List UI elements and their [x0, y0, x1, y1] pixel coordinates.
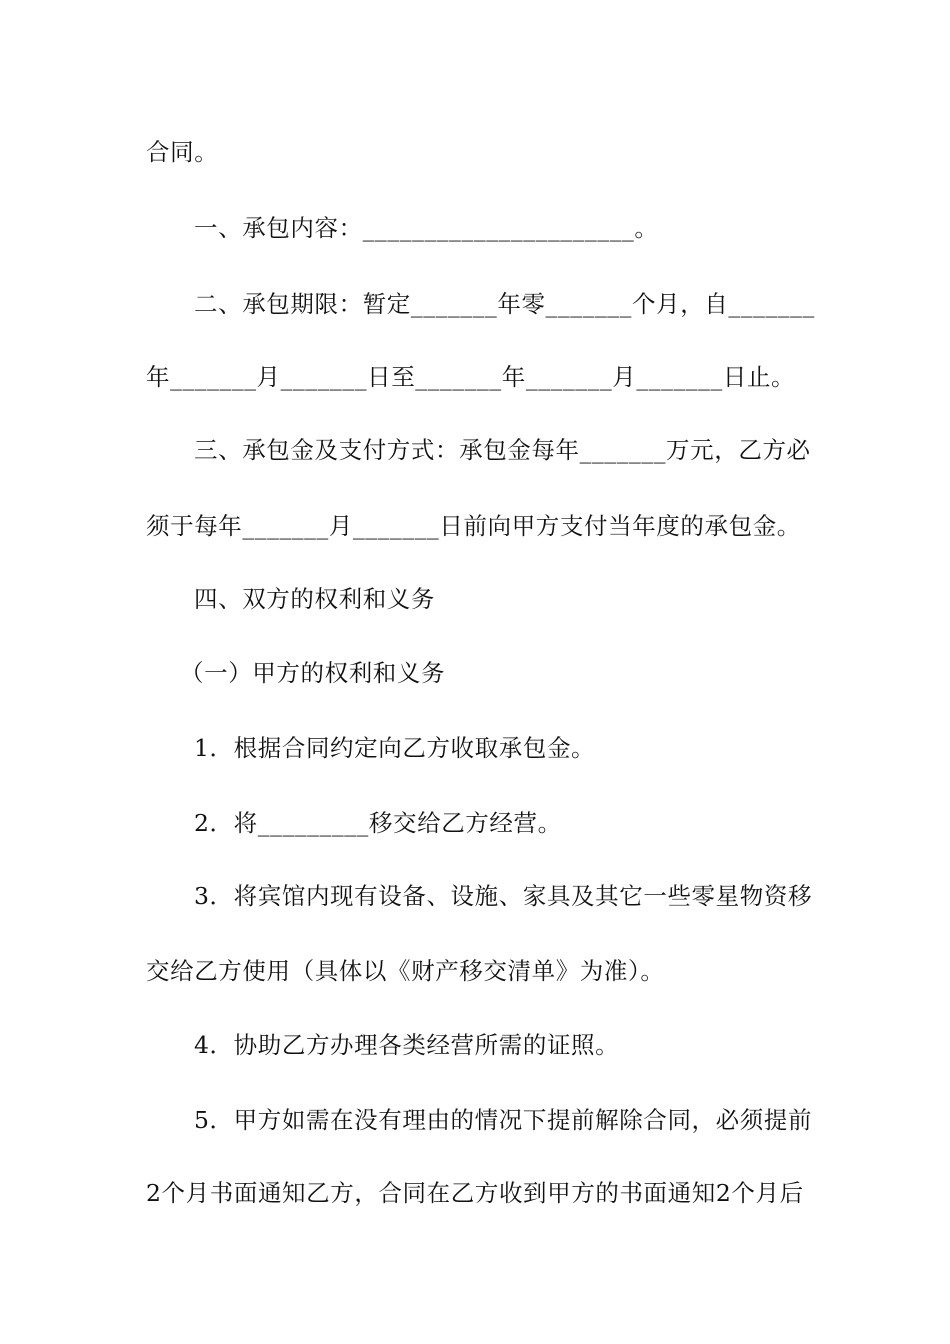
text-line-12: 交给乙方使用（具体以《财产移交清单》为准）。: [146, 957, 665, 985]
text-line-3: 二、承包期限：暂定_______年零_______个月，自_______: [194, 290, 815, 318]
text-line-7: 四、双方的权利和义务: [194, 585, 435, 613]
text-line-8: （一）甲方的权利和义务: [180, 659, 446, 687]
text-line-11: 3．将宾馆内现有设备、设施、家具及其它一些零星物资移: [194, 882, 813, 910]
text-line-5: 三、承包金及支付方式：承包金每年_______万元，乙方必: [194, 436, 811, 464]
text-line-4: 年_______月_______日至_______年_______月_______日止。: [146, 363, 796, 391]
text-line-2: 一、承包内容：______________________。: [194, 214, 659, 242]
text-line-15: 2个月书面通知乙方，合同在乙方收到甲方的书面通知2个月后: [146, 1179, 804, 1207]
text-line-13: 4．协助乙方办理各类经营所需的证照。: [194, 1031, 620, 1059]
text-line-10: 2．将_________移交给乙方经营。: [194, 809, 562, 837]
text-line-1: 合同。: [146, 138, 219, 166]
text-line-14: 5．甲方如需在没有理由的情况下提前解除合同，必须提前: [194, 1106, 813, 1134]
text-line-6: 须于每年_______月_______日前向甲方支付当年度的承包金。: [146, 512, 801, 540]
text-line-9: 1．根据合同约定向乙方收取承包金。: [194, 734, 596, 762]
